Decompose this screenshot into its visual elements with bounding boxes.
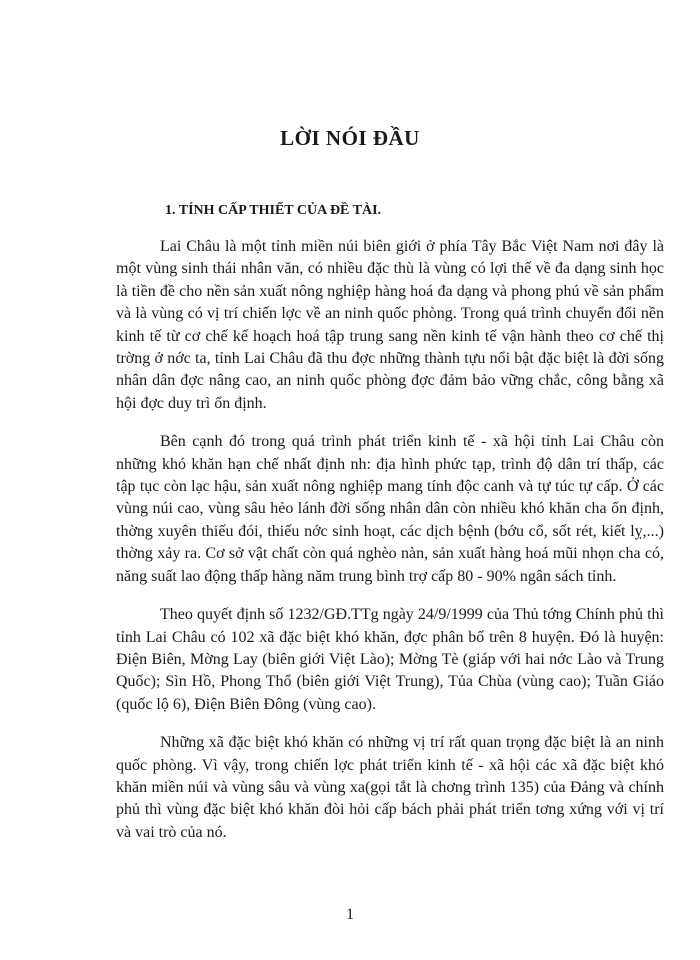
body-text bbox=[116, 236, 664, 860]
paragraph: Bên cạnh đó trong quá trình phát triển kinh tế - xã hội tỉnh Lai Châu còn những khó khăn hạn chế nhất định nh: địa hình phức tạp, trình độ dân trí thấp, các tập tục còn lạc hậu, sản xuất nông nghiệp mang tính độc canh và tự túc tự cấp. Ở các vùng núi cao, vùng sâu hẻo lánh đời sống nhân dân còn nhiều khó khăn cha ổn định, thờng xuyên thiếu đói, thiếu nớc sinh hoạt, các dịch bệnh (bớu cổ, sốt rét, kiết lỵ,...) thờng xảy ra. Cơ sở vật chất còn quá nghèo nàn, sản xuất hàng hoá mũi nhọn cha có, năng suất lao động thấp hàng năm trung bình trợ cấp 80 - 90% ngân sách tỉnh. bbox=[116, 433, 664, 585]
page-title: LỜI NÓI ĐẦU bbox=[280, 126, 420, 150]
paragraph: Lai Châu là một tỉnh miền núi biên giới ở phía Tây Bắc Việt Nam nơi đây là một vùng sinh thái nhân văn, có nhiều đặc thù là vùng có lợi thế về đa dạng sinh học là tiền đề cho nền sản xuất nông nghiệp hàng hoá đa dạng và phong phú về sản phẩm và là vùng có vị trí chiến lợc về an ninh quốc phòng. Trong quá trình chuyển đổi nền kinh tế từ cơ chế kế hoạch hoá tập trung sang nền kinh tế vận hành theo cơ chế thị trờng ở nớc ta, tỉnh Lai Châu đã thu đợc những thành tựu nổi bật đặc biệt là đời sống nhân dân đợc nâng cao, an ninh quốc phòng đợc đảm bảo vững chắc, công bằng xã hội đợc duy trì ổn định. bbox=[116, 238, 664, 412]
paragraph: Những xã đặc biệt khó khăn có những vị trí rất quan trọng đặc biệt là an ninh quốc phòng. Vì vậy, trong chiến lợc phát triển kinh tế - xã hội các xã đặc biệt khó khăn miền núi và vùng sâu và vùng xa(gọi tắt là chơng trình 135) của Đảng và chính phủ thì vùng đặc biệt khó khăn đòi hỏi cấp bách phải phát triển tơng xứng với vị trí và vai trò của nó. bbox=[116, 734, 664, 841]
section-heading: 1. TÍNH CẤP THIẾT CỦA ĐỀ TÀI. bbox=[165, 203, 382, 218]
paragraph: Theo quyết định số 1232/GĐ.TTg ngày 24/9/1999 của Thủ tớng Chính phủ thì tỉnh Lai Châu có 102 xã đặc biệt khó khăn, đợc phân bố trên 8 huyện. Đó là huyện: Điện Biên, Mờng Lay (biên giới Việt Lào); Mờng Tè (giáp với hai nớc Lào và Trung Quốc); Sìn Hồ, Phong Thổ (biên giới Việt Trung), Tủa Chùa (vùng cao); Tuần Giáo (quốc lộ 6), Điện Biên Đông (vùng cao). bbox=[116, 606, 664, 713]
page-number: 1 bbox=[346, 906, 354, 923]
